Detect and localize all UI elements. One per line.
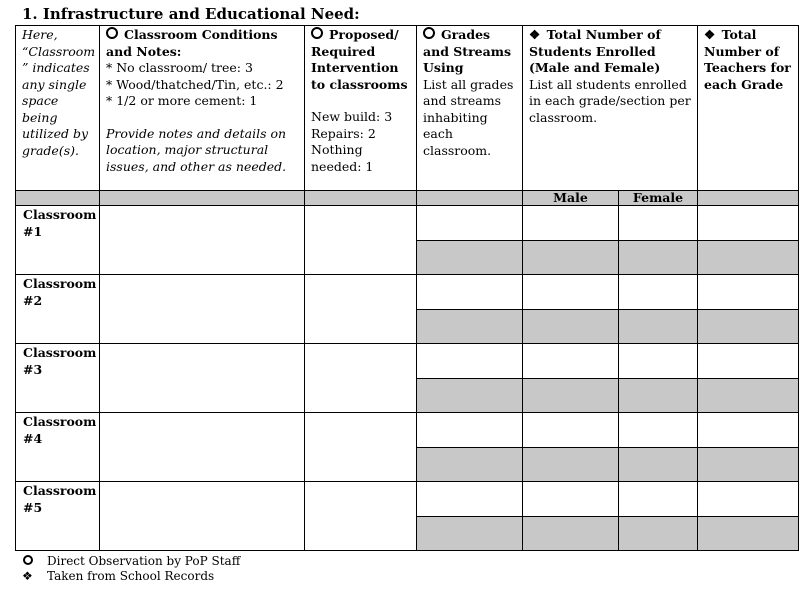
legend-item: [22, 554, 240, 569]
intervention-cell[interactable]: [305, 344, 417, 413]
header-teachers: [698, 26, 799, 191]
male-cell-shaded: [523, 310, 619, 344]
classroom-number: #1: [23, 223, 43, 239]
teachers-cell-shaded: [698, 517, 799, 551]
legend-text: Taken from School Records: [47, 569, 215, 583]
teachers-cell[interactable]: [698, 206, 799, 241]
teachers-cell-shaded: [698, 448, 799, 482]
grades-cell-shaded: [417, 448, 523, 482]
condition-score: * No classroom/ tree: 3: [106, 60, 253, 75]
teachers-cell[interactable]: [698, 482, 799, 517]
circle-icon: [22, 554, 47, 569]
definition-line: ” indicates: [22, 60, 90, 75]
teachers-cell[interactable]: [698, 413, 799, 448]
teachers-cell[interactable]: [698, 275, 799, 310]
header-grades-streams: [417, 26, 523, 191]
grades-cell[interactable]: [417, 413, 523, 448]
circle-icon: [106, 27, 118, 39]
conditions-cell[interactable]: [100, 413, 305, 482]
classroom-label-line: Classroom: [23, 345, 97, 360]
female-cell[interactable]: [619, 413, 698, 448]
legend-item: [22, 569, 214, 584]
definition-line: any single: [22, 76, 87, 92]
grades-cell[interactable]: [417, 206, 523, 241]
classroom-label: [16, 206, 100, 275]
diamond-icon: ❖: [529, 27, 541, 42]
female-cell[interactable]: [619, 482, 698, 517]
intervention-cell[interactable]: [305, 482, 417, 551]
female-subheader: Female: [619, 191, 698, 206]
female-cell-shaded: [619, 517, 698, 551]
male-cell[interactable]: [523, 275, 619, 310]
grades-cell[interactable]: [417, 275, 523, 310]
subheader-row: [16, 191, 799, 206]
header-body: List all grades and streams inhabiting each classroom.: [423, 76, 514, 158]
intervention-cell[interactable]: [305, 275, 417, 344]
table-row: [16, 206, 799, 241]
classroom-number: #5: [23, 499, 43, 515]
grades-cell-shaded: [417, 517, 523, 551]
intervention-score: Repairs: 2: [311, 125, 376, 141]
male-cell[interactable]: [523, 206, 619, 241]
grades-cell[interactable]: [417, 344, 523, 379]
definition-line: space being: [22, 93, 59, 125]
male-cell-shaded: [523, 517, 619, 551]
classroom-number: #2: [23, 292, 43, 308]
female-cell[interactable]: [619, 344, 698, 379]
header-classroom-conditions: [100, 26, 305, 191]
table-row: [16, 413, 799, 448]
grades-cell-shaded: [417, 310, 523, 344]
female-cell-shaded: [619, 310, 698, 344]
intervention-score: Nothing needed: 1: [311, 142, 374, 174]
definition-line: grade(s).: [22, 142, 79, 158]
female-cell[interactable]: [619, 275, 698, 310]
legend-text: Direct Observation by PoP Staff: [47, 554, 241, 568]
classroom-label: [16, 344, 100, 413]
intervention-cell[interactable]: [305, 413, 417, 482]
header-heading: Total Number of Students Enrolled (Male and Female): [529, 27, 661, 75]
female-cell[interactable]: [619, 206, 698, 241]
classroom-label: [16, 275, 100, 344]
intervention-score: New build: 3: [311, 109, 393, 124]
header-heading: Total Number of Teachers for each Grade: [704, 27, 791, 92]
condition-score: * 1/2 or more cement: 1: [106, 93, 258, 108]
classroom-label-line: Classroom: [23, 483, 97, 498]
conditions-cell[interactable]: [100, 275, 305, 344]
grades-cell[interactable]: [417, 482, 523, 517]
table-row: [16, 275, 799, 310]
classroom-label-line: Classroom: [23, 207, 97, 222]
male-cell[interactable]: [523, 344, 619, 379]
classroom-label-line: Classroom: [23, 414, 97, 429]
male-cell[interactable]: [523, 413, 619, 448]
female-cell-shaded: [619, 241, 698, 275]
table-row: [16, 344, 799, 379]
definition-line: “Classroom: [22, 43, 96, 59]
male-cell[interactable]: [523, 482, 619, 517]
diamond-icon: ❖: [704, 27, 716, 42]
male-cell-shaded: [523, 379, 619, 413]
definition-line: utilized by: [22, 126, 89, 141]
header-body: List all students enrolled in each grade/section per classroom.: [529, 76, 691, 125]
circle-icon: [311, 27, 323, 39]
teachers-cell-shaded: [698, 241, 799, 275]
circle-icon: [423, 27, 435, 39]
header-heading: Grades and Streams Using: [423, 27, 511, 75]
condition-score: * Wood/thatched/Tin, etc.: 2: [106, 76, 284, 92]
header-students-enrolled: [523, 26, 698, 191]
teachers-cell[interactable]: [698, 344, 799, 379]
classroom-label: [16, 482, 100, 551]
male-cell-shaded: [523, 448, 619, 482]
classroom-number: #3: [23, 361, 43, 377]
classroom-label: [16, 413, 100, 482]
definition-line: Here,: [22, 27, 58, 42]
male-cell-shaded: [523, 241, 619, 275]
male-subheader: Male: [523, 191, 619, 206]
conditions-cell[interactable]: [100, 344, 305, 413]
header-heading: Proposed/ Required Intervention to classrooms: [311, 27, 408, 92]
female-cell-shaded: [619, 448, 698, 482]
infrastructure-table: [15, 25, 799, 551]
classroom-label-line: Classroom: [23, 276, 97, 291]
header-classroom-definition: [16, 26, 100, 191]
intervention-cell[interactable]: [305, 206, 417, 275]
teachers-cell-shaded: [698, 379, 799, 413]
conditions-cell[interactable]: [100, 482, 305, 551]
header-heading: Classroom Conditions and Notes:: [106, 27, 278, 59]
grades-cell-shaded: [417, 241, 523, 275]
diamond-icon: ❖: [22, 569, 33, 583]
circle-icon: [23, 555, 33, 565]
header-note: Provide notes and details on location, major structural issues, and other as needed.: [106, 125, 287, 174]
conditions-cell[interactable]: [100, 206, 305, 275]
grades-cell-shaded: [417, 379, 523, 413]
header-proposed-intervention: [305, 26, 417, 191]
table-row: [16, 482, 799, 517]
teachers-cell-shaded: [698, 310, 799, 344]
header-row: [16, 26, 799, 191]
page-title: 1. Infrastructure and Educational Need:: [22, 5, 360, 23]
female-cell-shaded: [619, 379, 698, 413]
classroom-number: #4: [23, 430, 43, 446]
